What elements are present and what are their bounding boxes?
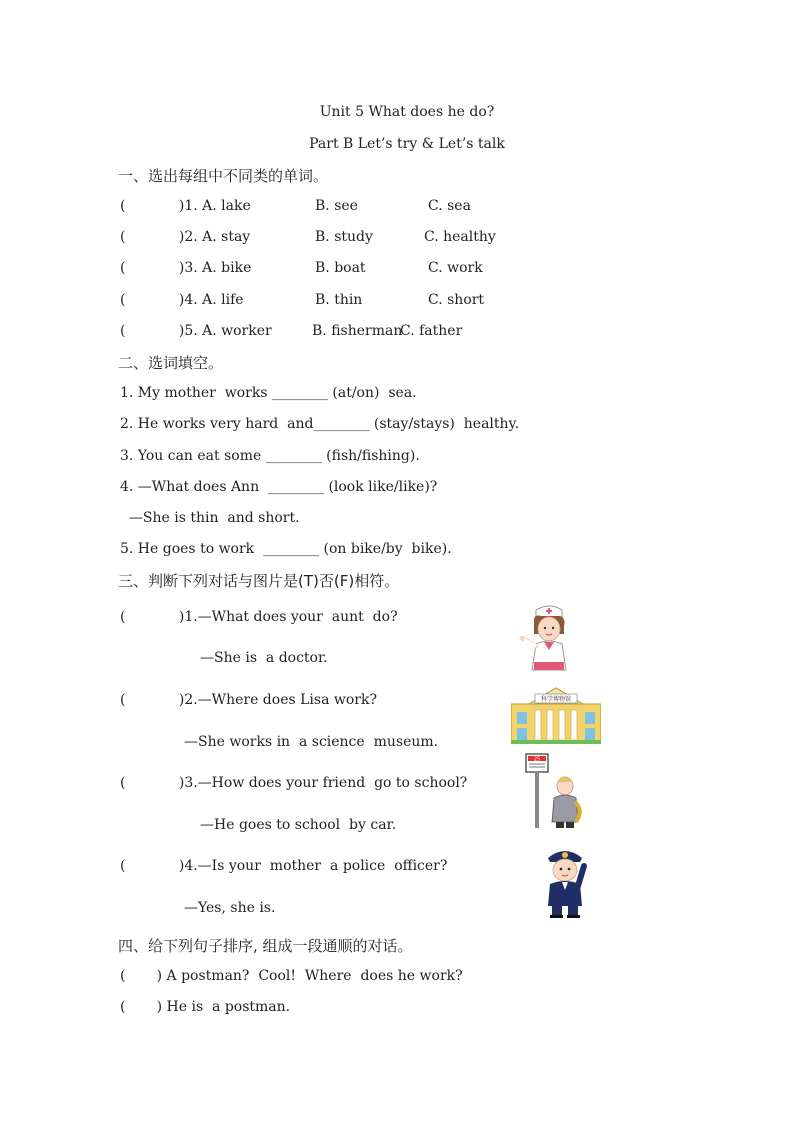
section2-heading: 二、选词填空。	[118, 354, 224, 372]
tf-item-4-question: ( )4.—Is your mother a police officer?	[120, 858, 448, 874]
mc-item-1-a: ( )1. A. lake	[120, 198, 251, 214]
mc-item-2-a: ( )2. A. stay	[120, 229, 251, 245]
tf-item-1-question: ( )1.—What does your aunt do?	[120, 609, 398, 625]
tf-item-2-answer: —She works in a science museum.	[184, 734, 439, 750]
fill-item-4-answer: —She is thin and short.	[120, 510, 300, 526]
mc-item-4-b: B. thin	[315, 292, 363, 308]
mc-item-4-a: ( )4. A. life	[120, 292, 244, 308]
tf-item-3-question: ( )3.—How does your friend go to school?	[120, 775, 468, 791]
bus-stop-picture	[522, 752, 586, 830]
part-title: Part B Let’s try & Let’s talk	[309, 136, 505, 152]
fill-item-2: 2. He works very hard and________ (stay/stays) healthy.	[120, 416, 520, 432]
science-museum-picture	[511, 686, 601, 744]
mc-item-5-a: ( )5. A. worker	[120, 323, 272, 339]
fill-item-4: 4. —What does Ann ________ (look like/like)?	[120, 479, 438, 495]
order-item-1: ( ) A postman? Cool! Where does he work?	[120, 968, 463, 984]
mc-item-2-c: C. healthy	[424, 229, 496, 245]
police-officer-picture	[540, 844, 590, 918]
mc-item-2-b: B. study	[315, 229, 373, 245]
mc-item-3-a: ( )3. A. bike	[120, 260, 252, 276]
tf-item-4-answer: —Yes, she is.	[184, 900, 276, 916]
mc-item-5-b: B. fisherman	[312, 323, 403, 339]
museum-sign-text: 科学博物馆	[540, 696, 572, 703]
section3-heading: 三、判断下列对话与图片是(T)否(F)相符。	[118, 572, 400, 590]
bus-stop-number: 25	[533, 756, 541, 763]
mc-item-1-c: C. sea	[428, 198, 471, 214]
tf-item-1-answer: —She is a doctor.	[200, 650, 328, 666]
unit-title: Unit 5 What does he do?	[319, 104, 495, 120]
nurse-picture	[516, 604, 580, 676]
mc-item-3-c: C. work	[428, 260, 483, 276]
fill-item-3: 3. You can eat some ________ (fish/fishing).	[120, 448, 420, 464]
tf-item-2-question: ( )2.—Where does Lisa work?	[120, 692, 377, 708]
mc-item-5-c: C. father	[400, 323, 463, 339]
section1-heading: 一、选出每组中不同类的单词。	[118, 167, 329, 185]
tf-item-3-answer: —He goes to school by car.	[200, 817, 397, 833]
mc-item-4-c: C. short	[428, 292, 485, 308]
section4-heading: 四、给下列句子排序, 组成一段通顺的对话。	[118, 937, 413, 955]
mc-item-1-b: B. see	[315, 198, 358, 214]
order-item-2: ( ) He is a postman.	[120, 999, 291, 1015]
mc-item-3-b: B. boat	[315, 260, 366, 276]
fill-item-1: 1. My mother works ________ (at/on) sea.	[120, 385, 417, 401]
fill-item-5: 5. He goes to work ________ (on bike/by bike).	[120, 541, 452, 557]
